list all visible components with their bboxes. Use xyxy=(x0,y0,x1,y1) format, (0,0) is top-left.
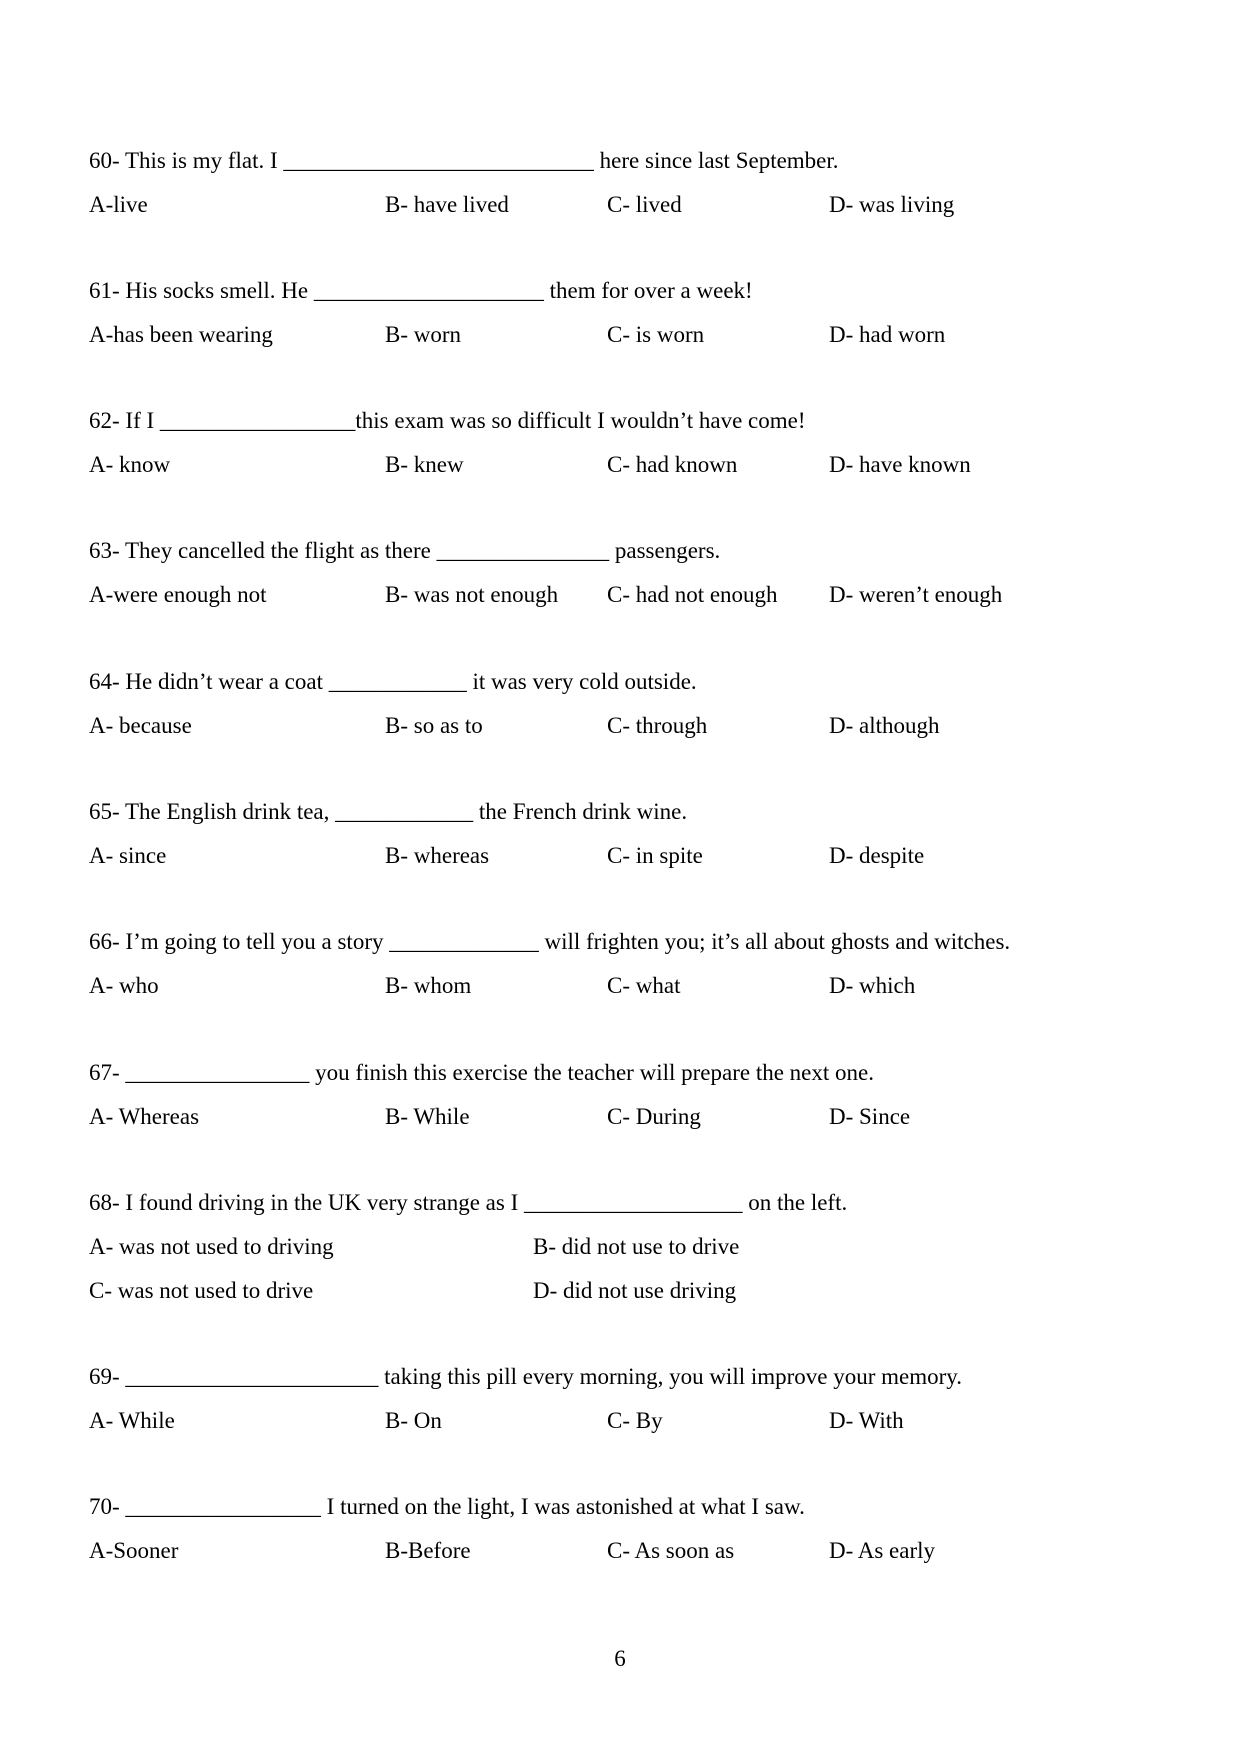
options-row xyxy=(89,964,1169,1008)
option-d[interactable]: D- was living xyxy=(829,192,955,217)
options-row xyxy=(89,1399,1169,1443)
option-c[interactable]: C- had not enough xyxy=(607,582,778,607)
question-stem: 68- I found driving in the UK very strange as I ___________________ on the left. xyxy=(89,1190,848,1215)
option-d[interactable]: D- weren’t enough xyxy=(829,582,1003,607)
option-c[interactable]: C- is worn xyxy=(607,322,705,347)
options-row xyxy=(89,1529,1169,1573)
option-b[interactable]: B- On xyxy=(385,1408,442,1433)
question-65 xyxy=(89,790,1169,878)
question-stem: 60- This is my flat. I ___________________________ here since last September. xyxy=(89,148,839,173)
question-stem: 64- He didn’t wear a coat ____________ it was very cold outside. xyxy=(89,669,697,694)
question-67 xyxy=(89,1051,1169,1139)
question-stem: 67- ________________ you finish this exercise the teacher will prepare the next one. xyxy=(89,1060,874,1085)
question-64 xyxy=(89,660,1169,748)
option-b[interactable]: B- did not use to drive xyxy=(533,1234,740,1259)
options-row xyxy=(89,313,1169,357)
question-stem: 63- They cancelled the flight as there _______________ passengers. xyxy=(89,538,721,563)
option-a[interactable]: A- Whereas xyxy=(89,1104,200,1129)
question-70 xyxy=(89,1485,1169,1573)
option-a[interactable]: A- because xyxy=(89,713,192,738)
option-c[interactable]: C- in spite xyxy=(607,843,703,868)
question-stem: 62- If I _________________this exam was so difficult I wouldn’t have come! xyxy=(89,408,806,433)
option-b[interactable]: B- whom xyxy=(385,973,472,998)
question-63 xyxy=(89,529,1169,617)
options-row xyxy=(89,573,1169,617)
option-d[interactable]: D- did not use driving xyxy=(533,1278,737,1303)
option-d[interactable]: D- As early xyxy=(829,1538,936,1563)
option-d[interactable]: D- Since xyxy=(829,1104,911,1129)
question-stem: 65- The English drink tea, ____________ the French drink wine. xyxy=(89,799,688,824)
option-d[interactable]: D- With xyxy=(829,1408,904,1433)
option-c[interactable]: C- As soon as xyxy=(607,1538,735,1563)
option-b[interactable]: B- was not enough xyxy=(385,582,559,607)
options-row xyxy=(89,834,1169,878)
option-a[interactable]: A- since xyxy=(89,843,167,868)
page-number: 6 xyxy=(614,1646,626,1671)
question-stem: 69- ______________________ taking this pill every morning, you will improve your memory. xyxy=(89,1364,963,1389)
question-stem: 61- His socks smell. He ____________________ them for over a week! xyxy=(89,278,753,303)
option-c[interactable]: C- By xyxy=(607,1408,663,1433)
option-a[interactable]: A-were enough not xyxy=(89,582,267,607)
option-a[interactable]: A-live xyxy=(89,192,148,217)
question-62 xyxy=(89,399,1169,487)
question-66 xyxy=(89,920,1169,1008)
option-d[interactable]: D- although xyxy=(829,713,940,738)
option-b[interactable]: B- knew xyxy=(385,452,464,477)
option-b[interactable]: B- whereas xyxy=(385,843,490,868)
option-a[interactable]: A-Sooner xyxy=(89,1538,179,1563)
option-b[interactable]: B- so as to xyxy=(385,713,483,738)
options-row xyxy=(89,1269,1169,1313)
option-b[interactable]: B- While xyxy=(385,1104,470,1129)
question-stem: 70- _________________ I turned on the light, I was astonished at what I saw. xyxy=(89,1494,805,1519)
options-row xyxy=(89,443,1169,487)
option-d[interactable]: D- despite xyxy=(829,843,925,868)
option-a[interactable]: A- While xyxy=(89,1408,175,1433)
question-60 xyxy=(89,139,1169,227)
options-row xyxy=(89,1095,1169,1139)
question-61 xyxy=(89,269,1169,357)
option-b[interactable]: B- have lived xyxy=(385,192,509,217)
options-row xyxy=(89,704,1169,748)
question-stem: 66- I’m going to tell you a story _____________ will frighten you; it’s all about ghosts and witches. xyxy=(89,929,1011,954)
option-d[interactable]: D- which xyxy=(829,973,916,998)
option-c[interactable]: C- through xyxy=(607,713,708,738)
option-c[interactable]: C- lived xyxy=(607,192,682,217)
options-row xyxy=(89,183,1169,227)
option-b[interactable]: B-Before xyxy=(385,1538,471,1563)
question-68 xyxy=(89,1181,1169,1313)
option-d[interactable]: D- had worn xyxy=(829,322,946,347)
option-b[interactable]: B- worn xyxy=(385,322,462,347)
option-a[interactable]: A- who xyxy=(89,973,159,998)
option-a[interactable]: A- know xyxy=(89,452,171,477)
question-69 xyxy=(89,1355,1169,1443)
option-a[interactable]: A-has been wearing xyxy=(89,322,273,347)
option-a[interactable]: A- was not used to driving xyxy=(89,1234,334,1259)
option-c[interactable]: C- had known xyxy=(607,452,738,477)
options-row xyxy=(89,1225,1169,1269)
option-c[interactable]: C- During xyxy=(607,1104,701,1129)
option-d[interactable]: D- have known xyxy=(829,452,971,477)
option-c[interactable]: C- what xyxy=(607,973,681,998)
option-c[interactable]: C- was not used to drive xyxy=(89,1278,314,1303)
